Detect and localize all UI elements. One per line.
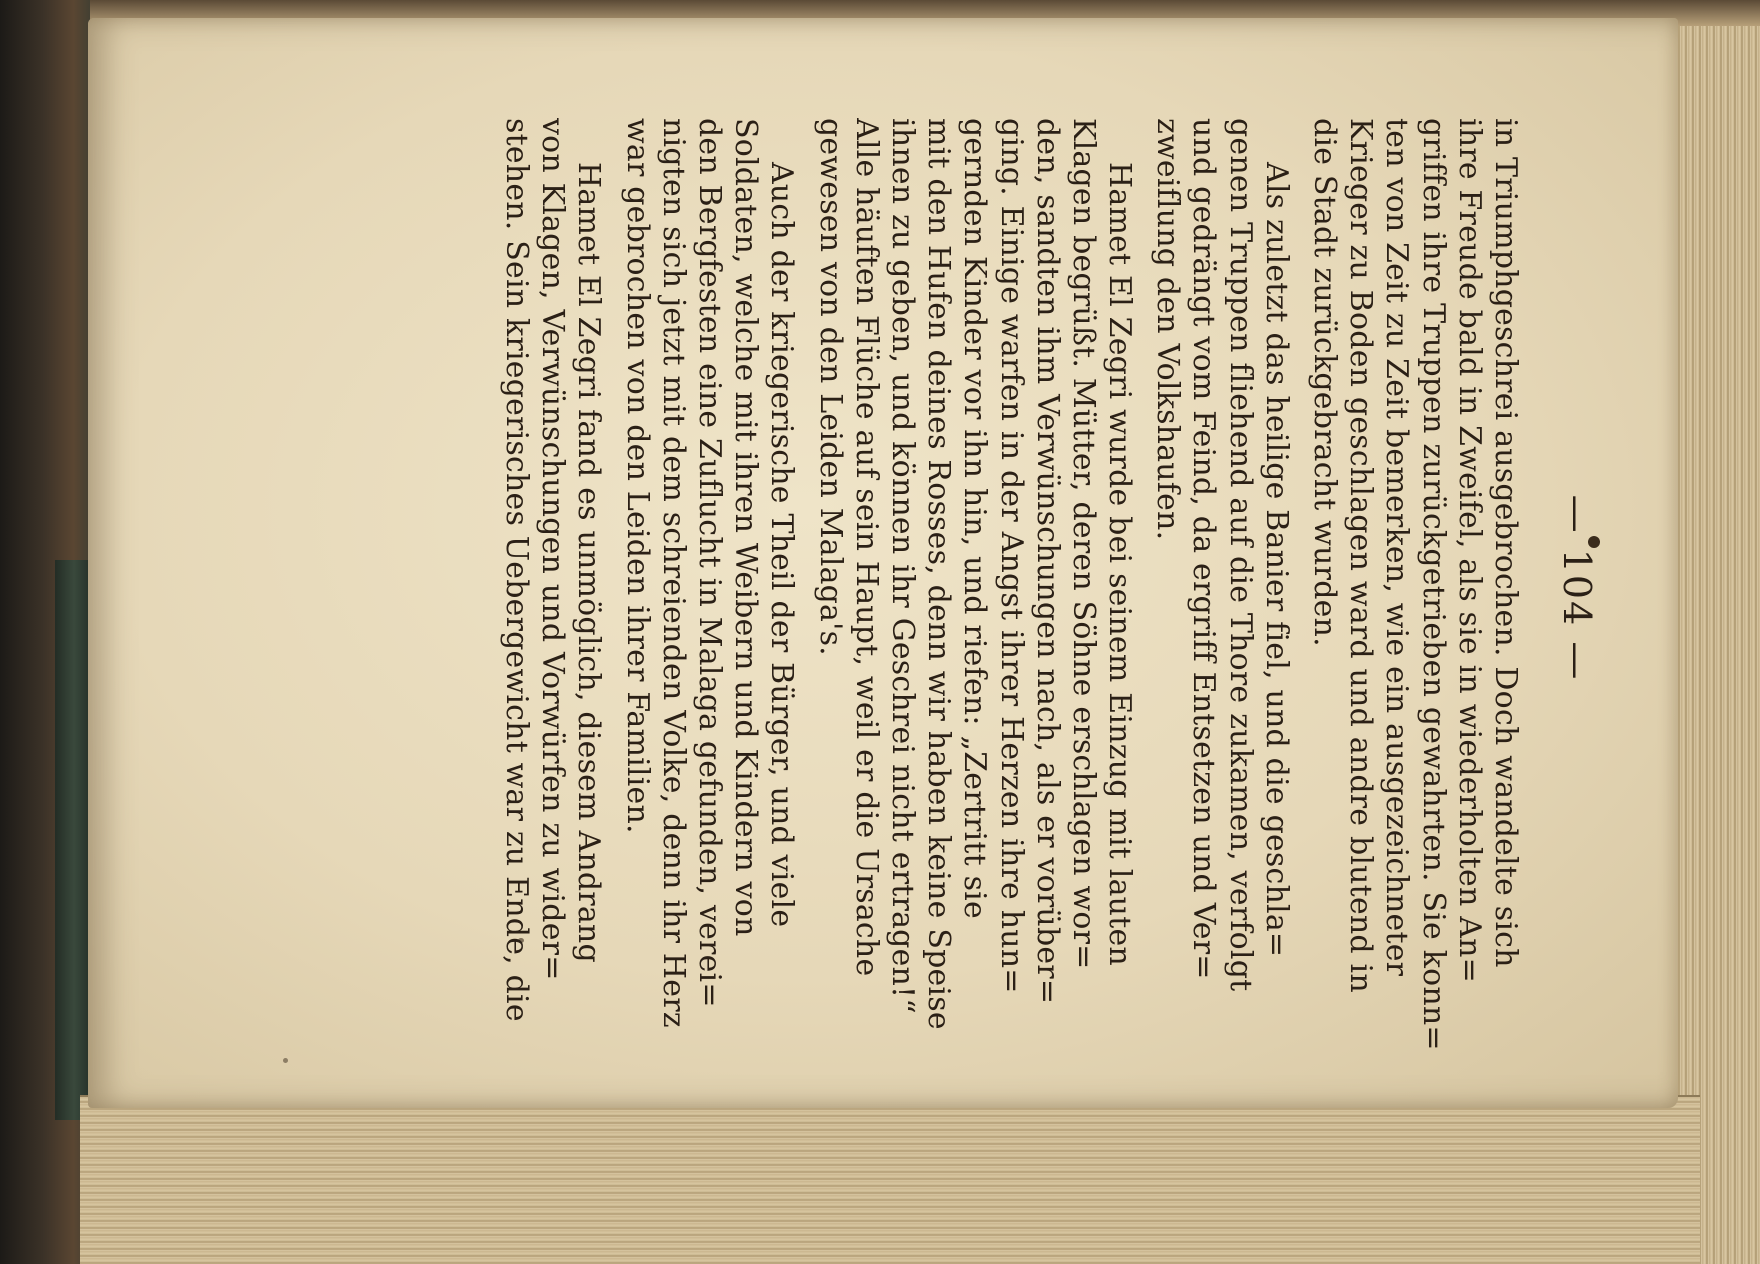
text-line: nigten sich jetzt mit dem schreienden Volke, denn ihr Herz	[655, 118, 691, 1028]
text-line: gewesen von den Leiden Malaga's.	[812, 118, 848, 656]
text-line: war gebrochen von den Leiden ihrer Familien.	[619, 118, 655, 834]
paragraph-3	[811, 118, 1137, 1058]
text-line: Klagen begrüßt. Mütter, deren Söhne erschlagen wor=	[1065, 118, 1101, 970]
page-text	[205, 118, 1599, 1058]
page-number-header: — 104 —	[1555, 494, 1599, 682]
paragraph-2	[1149, 118, 1294, 1058]
text-line: griffen ihre Truppen zurückgetrieben gewahrten. Sie konn=	[1415, 118, 1451, 1051]
paragraph-5	[498, 118, 607, 1058]
text-line: den Bergfesten eine Zuflucht in Malaga gefunden, verei=	[692, 118, 728, 1008]
text-line: Hamet El Zegri wurde bei seinem Einzug mit lauten	[1102, 162, 1138, 966]
text-line: ging. Einige warfen in der Angst ihrer Herzen ihre hun=	[993, 118, 1029, 994]
text-line: von Klagen, Verwünschungen und Vorwürfen zu wider=	[535, 118, 571, 981]
page-edges-bottom	[80, 1095, 1700, 1264]
text-line: den, sandten ihm Verwünschungen nach, als er vorüber=	[1029, 118, 1065, 1005]
paper-speck	[283, 1058, 288, 1063]
text-line: ihre Freude bald in Zweifel, als sie in wiederholten An=	[1451, 118, 1487, 983]
text-line: gernden Kinder vor ihn hin, und riefen: „Zertritt sie	[957, 118, 993, 919]
text-line: stehen. Sein kriegerisches Uebergewicht war zu Ende, die	[499, 118, 535, 1022]
text-line: die Stadt zurückgebracht wurden.	[1307, 118, 1343, 647]
text-line: Krieger zu Boden geschlagen ward und andre blutend in	[1343, 118, 1379, 993]
text-line: Alle häuften Flüche auf sein Haupt, weil er die Ursache	[848, 118, 884, 977]
text-line: mit den Hufen deines Rosses, denn wir haben keine Speise	[921, 118, 957, 1030]
text-line: Hamet El Zegri fand es unmöglich, diesem Andrang	[571, 162, 607, 963]
text-line: Soldaten, welche mit ihren Weibern und Kindern von	[728, 118, 764, 937]
text-line: genen Truppen fliehend auf die Thore zukamen, verfolgt	[1222, 118, 1258, 992]
text-line: zweiflung den Volkshaufen.	[1150, 118, 1186, 541]
paragraph-1	[1306, 118, 1523, 1058]
text-line: ten von Zeit zu Zeit bemerken, wie ein ausgezeichneter	[1379, 118, 1415, 977]
paragraph-4	[619, 118, 800, 1058]
text-line: und gedrängt vom Feind, da ergriff Entsetzen und Ver=	[1186, 118, 1222, 980]
text-line: Auch der kriegerische Theil der Bürger, und viele	[764, 162, 800, 928]
text-line: Als zuletzt das heilige Banier fiel, und die geschla=	[1258, 162, 1294, 958]
text-line: in Triumphgeschrei ausgebrochen. Doch wandelte sich	[1488, 118, 1523, 968]
text-line: ihnen zu geben, und können ihr Geschrei nicht ertragen!“	[885, 118, 920, 1014]
